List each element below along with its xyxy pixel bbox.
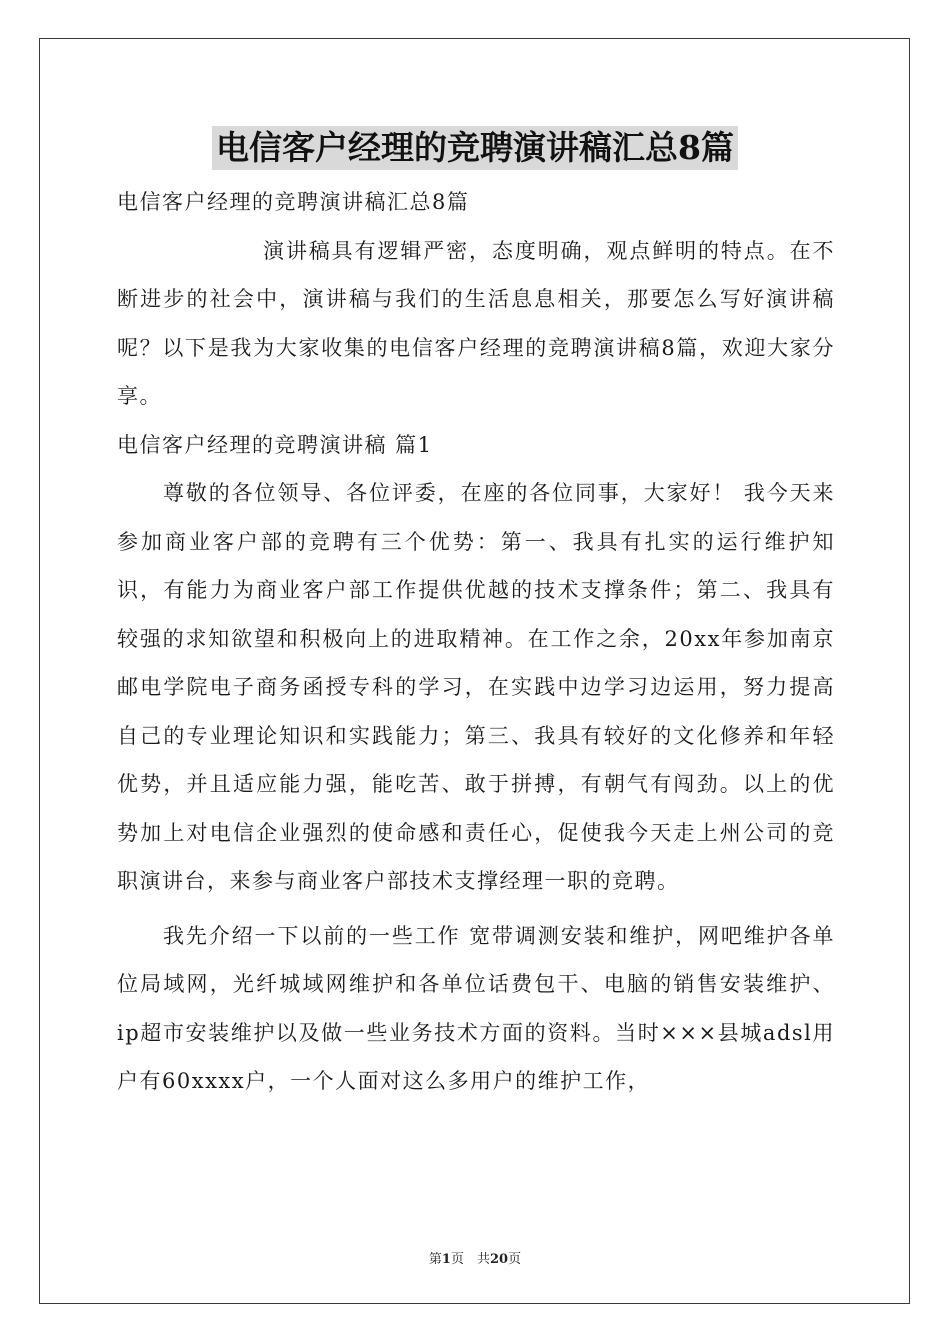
footer-page-current: 1 (441, 1252, 451, 1267)
footer-mid: 页 共 (450, 1252, 490, 1267)
body-paragraph: 尊敬的各位领导、各位评委，在座的各位同事，大家好！ 我今天来参加商业客户部的竞聘有三个优势：第一、我具有扎实的运行维护知识，有能力为商业客户部工作提供优越的技术支撑条件；第二、我具有较强的求知欲望和积极向上的进取精神。在工作之余，20xx年参加南京邮电学院电子商务函授专科的学习，在实践中边学习边运用，努力提高自己的专业理论知识和实践能力；第三、我具有较好的文化修养和年轻优势，并且适应能力强，能吃苦、敢于拼搏，有朝气有闯劲。以上的优势加上对电信企业强烈的使命感和责任心，促使我今天走上州公司的竞职演讲台，来参与商业客户部技术支撑经理一职的竞聘。 (117, 481, 835, 893)
footer-page-total: 20 (489, 1252, 509, 1267)
page-footer (0, 1248, 950, 1267)
document-subtitle: 电信客户经理的竞聘演讲稿汇总8篇 (117, 190, 470, 214)
title-container (0, 126, 950, 170)
document-body (117, 178, 835, 1106)
intro-paragraph: 演讲稿具有逻辑严密，态度明确，观点鲜明的特点。在不断进步的社会中，演讲稿与我们的生活息息相关，那要怎么写好演讲稿呢？以下是我为大家收集的电信客户经理的竞聘演讲稿8篇，欢迎大家分享。 (117, 238, 835, 408)
footer-suffix: 页 (508, 1252, 522, 1267)
body-paragraph: 我先介绍一下以前的一些工作 宽带调测安装和维护，网吧维护各单位局域网，光纤城域网维护和各单位话费包干、电脑的销售安装维护、ip超市安装维护以及做一些业务技术方面的资料。当时×××县城adsl用户有60xxxx户，一个人面对这么多用户的维护工作， (117, 923, 835, 1093)
document-title: 电信客户经理的竞聘演讲稿汇总8篇 (212, 126, 738, 170)
section-heading: 电信客户经理的竞聘演讲稿 篇1 (117, 432, 433, 457)
footer-prefix: 第 (428, 1252, 442, 1267)
